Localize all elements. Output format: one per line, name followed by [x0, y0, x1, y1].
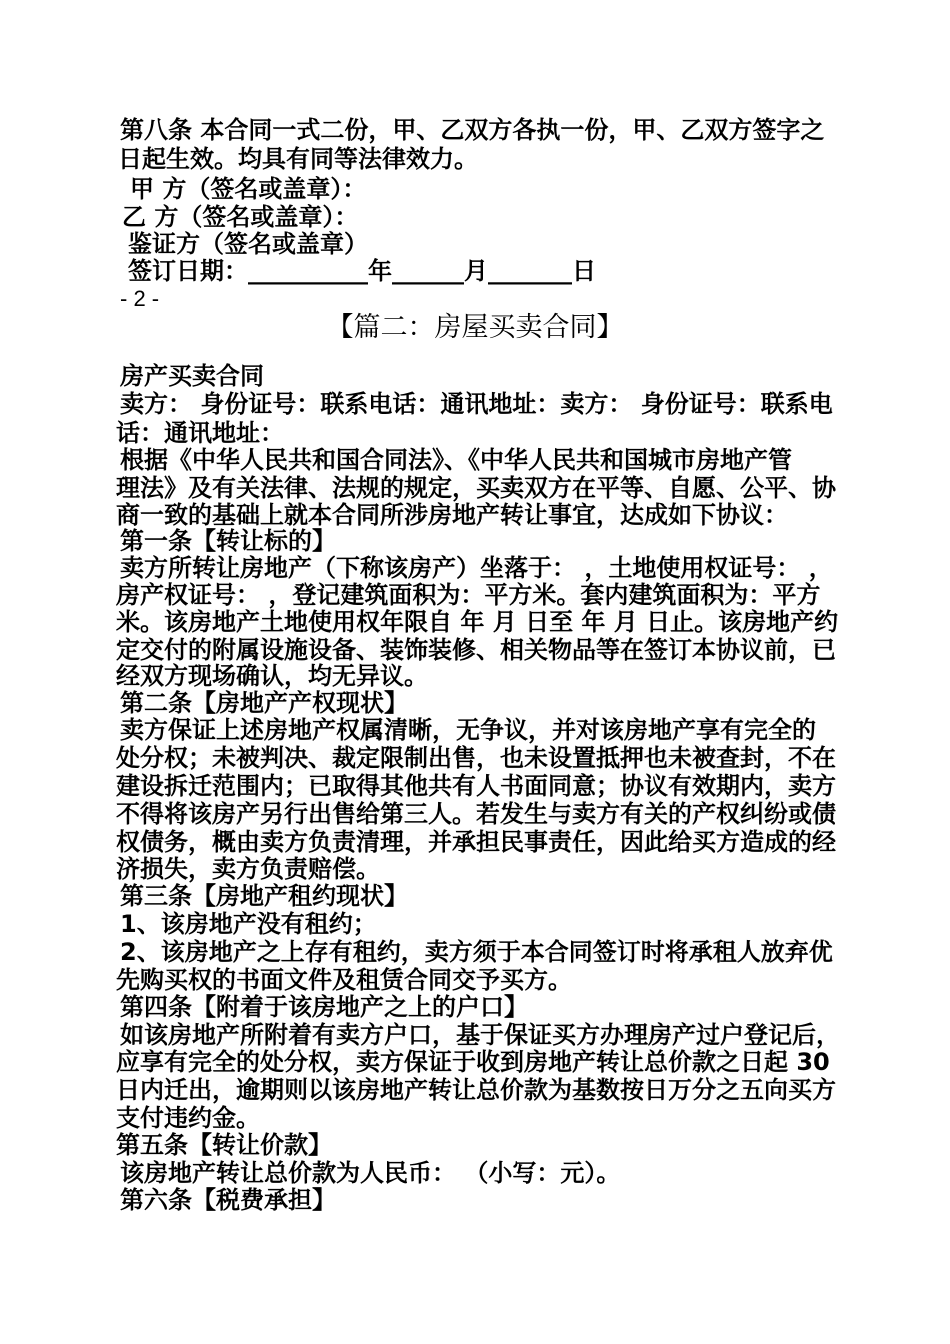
witness-signature: 鉴证方（签名或盖章）: [128, 230, 368, 258]
article2-line: 不得将该房产另行出售给第三人。若发生与卖方有关的产权纠纷或债: [116, 800, 836, 828]
preamble-line: 理法》及有关法律、法规的规定，买卖双方在平等、自愿、公平、协: [116, 474, 836, 502]
article4-line: 应享有完全的处分权，卖方保证于收到房地产转让总价款之日起 30: [116, 1048, 830, 1076]
party-a-signature: 甲 方（签名或盖章）：: [130, 175, 367, 203]
article2-line: 处分权；未被判决、裁定限制出售，也未设置抵押也未被查封，不在: [116, 744, 836, 772]
article3-item2-line: 2、该房地产之上存有租约，卖方须于本合同签订时将承租人放弃优: [120, 938, 833, 966]
article8-line2: 日起生效。均具有同等法律效力。: [118, 145, 478, 173]
parties-line2: 话：通讯地址：: [116, 419, 284, 447]
parties-line1: 卖方： 身份证号：联系电话：通讯地址：卖方： 身份证号：联系电: [120, 390, 833, 418]
article8-line1: 第八条 本合同一式二份，甲、乙双方各执一份，甲、乙双方签字之: [120, 116, 825, 144]
article3-item1: 1、该房地产没有租约；: [120, 910, 377, 938]
article2-line: 权债务，概由卖方负责清理，并承担民事责任，因此给买方造成的经: [116, 828, 836, 856]
contract-title: 房产买卖合同: [120, 362, 264, 390]
page-number: - 2 -: [120, 286, 160, 311]
article1-line: 定交付的附属设施设备、装饰装修、相关物品等在签订本协议前，已: [116, 636, 836, 664]
section-title: 【篇二：房屋买卖合同】: [326, 312, 624, 343]
preamble-line: 商一致的基础上就本合同所涉房地产转让事宜，达成如下协议：: [116, 501, 788, 529]
article3-heading: 第三条【房地产租约现状】: [120, 882, 408, 910]
article1-line: 经双方现场确认，均无异议。: [116, 662, 428, 690]
article6-heading: 第六条【税费承担】: [120, 1186, 336, 1214]
article1-line: 房产权证号： ，登记建筑面积为：平方米。套内建筑面积为：平方: [116, 581, 821, 609]
article1-heading: 第一条【转让标的】: [120, 527, 336, 555]
article2-heading: 第二条【房地产产权现状】: [120, 689, 408, 717]
sign-date: 签订日期：__________年______月_______日: [128, 257, 596, 285]
article1-line: 卖方所转让房地产（下称该房产）坐落于： ，土地使用权证号： ，: [120, 554, 833, 582]
article2-line: 卖方保证上述房地产权属清晰，无争议，并对该房地产享有完全的: [120, 716, 816, 744]
article2-line: 建设拆迁范围内；已取得其他共有人书面同意；协议有效期内，卖方: [116, 772, 836, 800]
article4-heading: 第四条【附着于该房地产之上的户口】: [120, 993, 528, 1021]
article4-line: 支付违约金。: [116, 1104, 260, 1132]
party-b-signature: 乙 方（签名或盖章）：: [122, 203, 359, 231]
article4-line: 如该房地产所附着有卖方户口，基于保证买方办理房产过户登记后，: [120, 1021, 840, 1049]
article3-item2-line: 先购买权的书面文件及租赁合同交予买方。: [116, 966, 572, 994]
article2-line: 济损失，卖方负责赔偿。: [116, 855, 380, 883]
article4-line: 日内迁出，逾期则以该房地产转让总价款为基数按日万分之五向买方: [116, 1076, 836, 1104]
preamble-line: 根据《中华人民共和国合同法》、《中华人民共和国城市房地产管: [120, 446, 792, 474]
article5-heading: 第五条【转让价款】: [116, 1131, 332, 1159]
article5-line: 该房地产转让总价款为人民币： （小写：元）。: [120, 1159, 621, 1187]
article1-line: 米。该房地产土地使用权年限自 年 月 日至 年 月 日止。该房地产约: [116, 608, 839, 636]
